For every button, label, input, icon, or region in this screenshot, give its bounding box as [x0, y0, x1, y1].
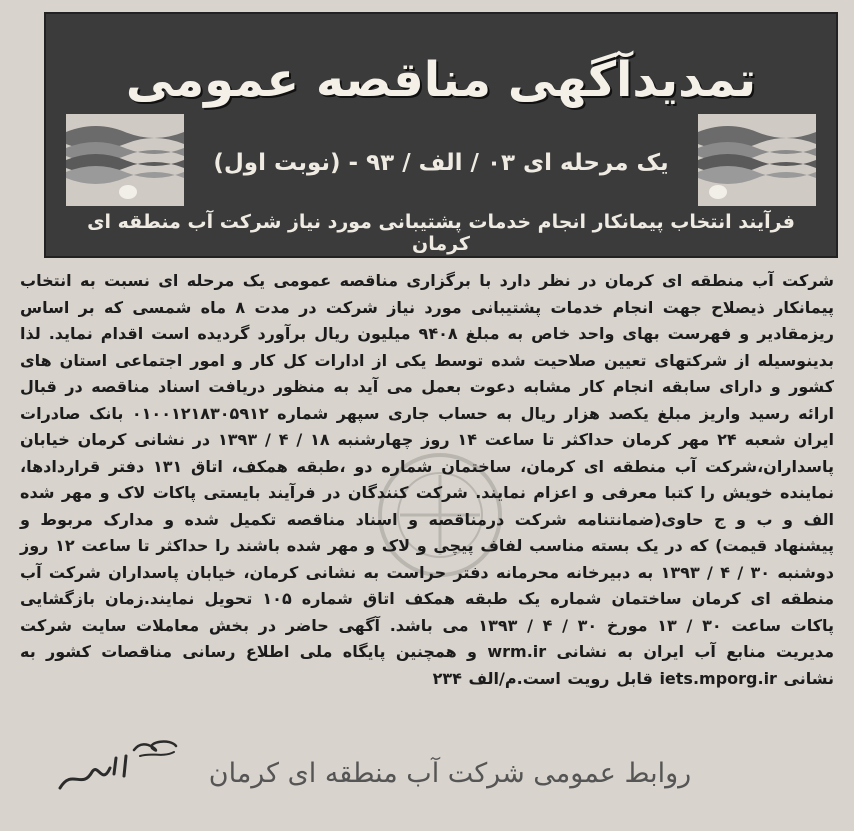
notice-body: شرکت آب منطقه ای کرمان در نظر دارد با برگزاری مناقصه عمومی یک مرحله ای نسبت به انتخاب پیمانکار ذیصلاح جهت انجام خدمات پشتیبانی مورد نیاز شرکت در مدت ۸ ماه شمسی که بر اساس ریزمقادیر و فهرست بهای واحد خاص به مبلغ ۹۴۰۸ میلیون ریال برآورد گردیده است اقدام نماید. لذا بدینوسیله از شرکتهای تعیین صلاحیت شده توسط یکی از ادارات کل کار و امور اجتماعی استان های کشور و دارای سابقه انجام کار مشابه دعوت بعمل می آید به منظور دریافت اسناد مناقصه در قبال ارائه رسید واریز مبلغ یکصد هزار ریال به حساب جاری سپهر شماره ۰۱۰۰۱۲۱۸۳۰۵۹۱۲ بانک صادرات ایران شعبه ۲۴ مهر کرمان حداکثر تا ساعت ۱۴ روز چهارشنبه ۱۸ / ۴ / ۱۳۹۳ در نشانی کرمان خیابان پاسداران،شرکت آب منطقه ای کرمان، ساختمان شماره دو ،طبقه همکف، اتاق ۱۳۱ دفتر قراردادها، نماینده خویش را کتبا معرفی و اعزام نمایند. شرکت کنندگان در فرآیند بایستی پاکات لاک و مهر شده الف و ب و ج حاوی(ضمانتنامه شرکت درمناقصه و اسناد مناقصه تکمیل شده و مدارک مربوط و پیشنهاد قیمت) که در یک بسته مناسب لفاف پیچی و لاک و مهر شده باشند را حداکثر تا ساعت ۱۲ روز دوشنبه ۳۰ / ۴ / ۱۳۹۳ به دبیرخانه محرمانه دفتر حراست به نشانی کرمان، خیابان پاسداران شرکت آب منطقه ای کرمان ساختمان شماره یک طبقه همکف اتاق شماره ۱۰۵ تحویل نمایند.زمان بازگشایی پاکات ساعت ۳۰ / ۱۳ مورخ ۳۰ / ۴ / ۱۳۹۳ می باشد. آگهی حاضر در بخش معاملات سایت شرکت مدیریت منابع آب ایران به نشانی wrm.ir و همچنین پایگاه ملی اطلاع رسانی مناقصات کشور به نشانی iets.mporg.ir قابل رویت است.م/الف ۲۳۴ — [20, 271, 835, 688]
notice-title: تمدیدآگهی مناقصه عمومی — [125, 52, 757, 108]
public-relations-footer: روابط عمومی شرکت آب منطقه ای کرمان — [208, 758, 692, 789]
tender-number: یک مرحله ای ۰۳ / الف / ۹۳ - (نوبت اول) — [213, 150, 669, 176]
handwritten-signature-icon — [52, 728, 182, 798]
notice-header — [44, 12, 838, 258]
tender-process-title: فرآیند انتخاب پیمانکار انجام خدمات پشتیبانی مورد نیاز شرکت آب منطقه ای کرمان — [87, 211, 795, 255]
